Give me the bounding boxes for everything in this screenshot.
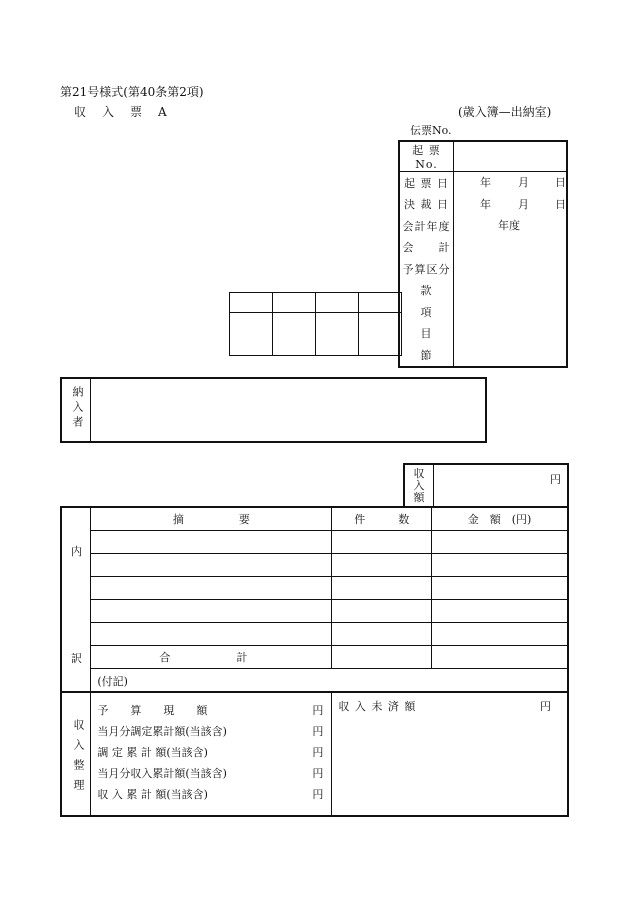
issue-day-unit: 日 [555,176,566,189]
settlement-item-label: 予 算 現 額 [97,704,208,717]
count-cell[interactable] [332,576,432,599]
info-label-fiscal-year: 会計年度 [399,215,454,237]
header-summary: 摘 要 [91,507,332,530]
stamp-cell[interactable] [316,313,359,356]
count-cell[interactable] [332,622,432,645]
summary-cell[interactable] [91,553,332,576]
stamp-cell[interactable] [230,313,273,356]
receipt-amount-unit: 円 [550,473,561,486]
header-amount: 金 額 (円) [432,507,568,530]
amount-cell[interactable] [432,530,568,553]
decision-year-unit: 年 [480,197,491,211]
total-amount-cell[interactable] [432,645,568,668]
amount-cell[interactable] [432,553,568,576]
breakdown-side-label-top: 内 [71,545,82,558]
receipt-amount-label-cell [405,465,434,508]
info-label-issue-date: 起 票 日 [399,172,454,194]
voucher-info-table [398,140,568,368]
stamp-header-cell[interactable] [316,293,359,313]
settlement-side-label: 収入整理 [72,719,85,799]
amount-cell[interactable] [432,622,568,645]
decision-date-field[interactable] [454,194,568,216]
settlement-side-cell [61,692,91,816]
fiscal-year-field[interactable] [454,215,568,237]
voucher-no-field[interactable] [454,141,568,172]
form-title: 収 入 票 A [74,105,169,119]
settlement-item-unit: 円 [312,788,324,801]
info-label-kou: 項 [399,301,454,323]
settlement-item-unit: 円 [312,746,324,759]
settlement-items-cell [91,692,332,816]
summary-cell[interactable] [91,599,332,622]
setsu-field[interactable] [454,344,568,367]
summary-cell[interactable] [91,530,332,553]
amount-cell[interactable] [432,576,568,599]
payer-field[interactable] [91,379,485,441]
amount-cell[interactable] [432,599,568,622]
count-cell[interactable] [332,553,432,576]
settlement-item-unit: 円 [312,767,324,780]
issue-month-unit: 月 [518,176,529,189]
settlement-item-unit: 円 [312,704,324,717]
receipt-amount-field[interactable] [434,465,567,508]
settlement-item-label: 調 定 累 計 額(当該含) [97,746,208,759]
info-label-kan: 款 [399,280,454,302]
summary-cell[interactable] [91,576,332,599]
voucher-no-label: 伝票No. [410,124,452,137]
stamp-header-cell[interactable] [359,293,402,313]
info-label-account: 会 計 [399,237,454,259]
stamp-header-cell[interactable] [273,293,316,313]
total-label: 合 計 [159,650,248,664]
header-count: 件 数 [332,507,432,530]
stamp-cell[interactable] [273,313,316,356]
issue-year-unit: 年 [480,176,491,189]
settlement-item-label: 当月分収入累計額(当該含) [97,767,227,780]
decision-day-unit: 日 [555,197,566,211]
info-label-setsu: 節 [399,344,454,367]
payer-label-cell [62,379,91,441]
note-cell[interactable] [91,668,568,692]
account-field[interactable] [454,237,568,259]
settlement-item-label: 収 入 累 計 額(当該含) [97,788,208,801]
count-cell[interactable] [332,530,432,553]
budget-category-field[interactable] [454,258,568,280]
count-cell[interactable] [332,599,432,622]
fiscal-year-unit: 年度 [498,219,520,232]
approval-stamp-grid [229,292,402,356]
uncollected-label: 収 入 未 済 額 [338,700,417,713]
stamp-cell[interactable] [359,313,402,356]
moku-field[interactable] [454,323,568,345]
receipt-amount-label: 収入額 [413,467,425,504]
summary-cell[interactable] [91,622,332,645]
info-label-decision-date: 決 裁 日 [399,194,454,216]
note-label: (付記) [97,674,128,688]
settlement-item-unit: 円 [312,725,324,738]
total-label-cell [91,645,332,668]
breakdown-side-cell [61,507,91,692]
info-label-budget-category: 予算区分 [399,258,454,280]
info-label-moku: 目 [399,323,454,345]
settlement-item-label: 当月分調定累計額(当該含) [97,725,227,738]
breakdown-side-label-bottom: 訳 [71,652,82,665]
uncollected-cell[interactable] [332,692,568,816]
payer-label: 納入者 [71,386,84,431]
form-number: 第21号様式(第40条第2項) [60,85,204,99]
issue-date-field[interactable] [454,172,568,194]
kou-field[interactable] [454,301,568,323]
total-count-cell[interactable] [332,645,432,668]
receipt-amount-box [403,463,569,508]
info-label-voucher-no: 起 票 No. [399,141,454,172]
decision-month-unit: 月 [518,197,529,211]
stamp-header-cell[interactable] [230,293,273,313]
breakdown-table [60,506,569,817]
kan-field[interactable] [454,280,568,302]
ledger-note: (歳入簿—出納室) [458,105,552,119]
uncollected-unit: 円 [540,700,551,713]
payer-box [60,377,487,443]
